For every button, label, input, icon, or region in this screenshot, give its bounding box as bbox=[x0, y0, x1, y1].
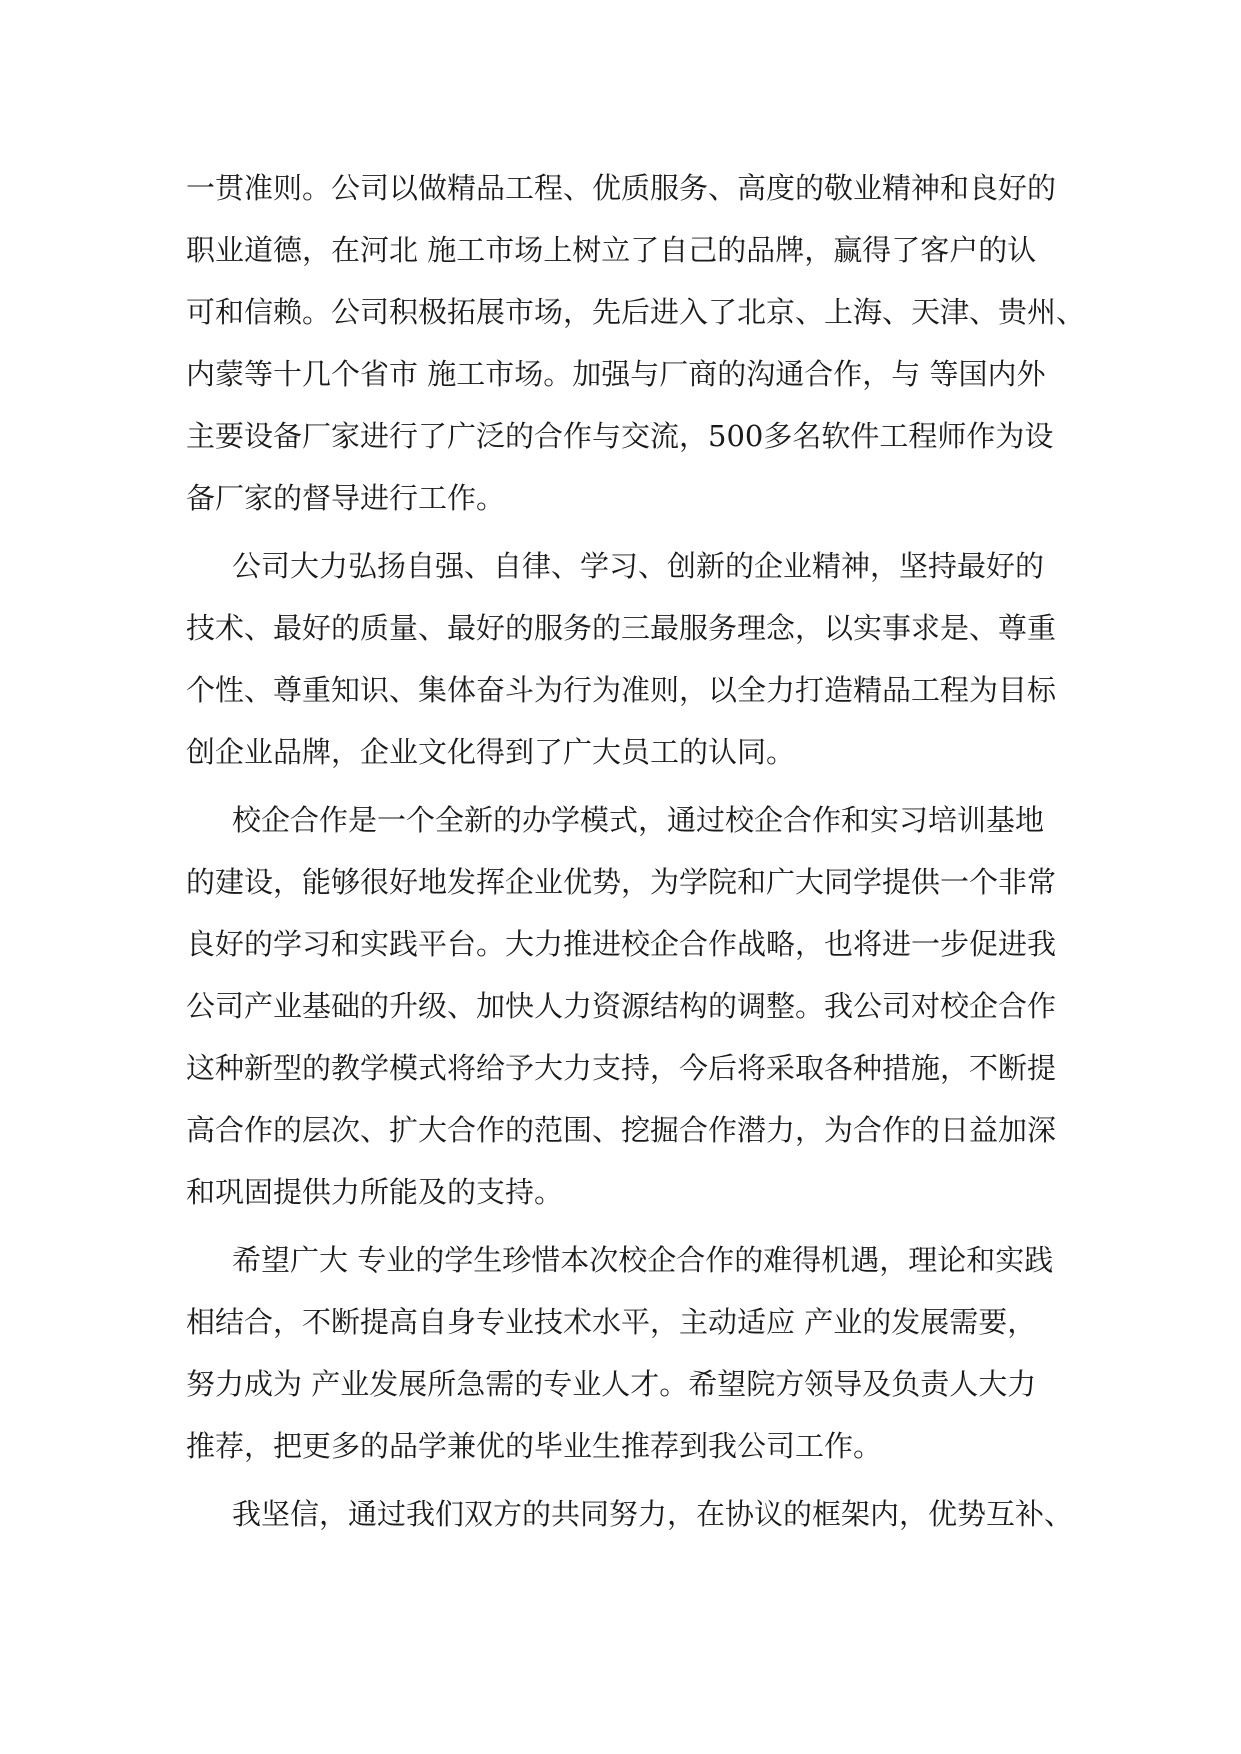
paragraph-2 bbox=[186, 535, 1066, 783]
text-line: 主要设备厂家进行了广泛的合作与交流，500多名软件工程师作为设 bbox=[186, 419, 1054, 453]
text-line: 这种新型的教学模式将给予大力支持，今后将采取各种措施，不断提 bbox=[186, 1051, 1057, 1085]
paragraph-3 bbox=[186, 789, 1066, 1223]
text-line: 职业道德，在河北 施工市场上树立了自己的品牌，赢得了客户的认 bbox=[186, 233, 1037, 267]
text-line: 努力成为 产业发展所急需的专业人才。希望院方领导及负责人大力 bbox=[186, 1367, 1037, 1401]
text-line: 校企合作是一个全新的办学模式，通过校企合作和实习培训基地 bbox=[232, 803, 1045, 837]
body-text bbox=[186, 157, 1086, 1545]
text-line: 内蒙等十几个省市 施工市场。加强与厂商的沟通合作，与 等国内外 bbox=[186, 357, 1046, 391]
text-line: 和巩固提供力所能及的支持。 bbox=[186, 1175, 564, 1209]
text-line: 的建设，能够很好地发挥企业优势，为学院和广大同学提供一个非常 bbox=[186, 865, 1057, 899]
text-line: 可和信赖。公司积极拓展市场，先后进入了北京、上海、天津、贵州、 bbox=[186, 295, 1086, 329]
text-line: 推荐，把更多的品学兼优的毕业生推荐到我公司工作。 bbox=[186, 1429, 883, 1463]
text-line: 创企业品牌，企业文化得到了广大员工的认同。 bbox=[186, 735, 796, 769]
text-line: 备厂家的督导进行工作。 bbox=[186, 481, 506, 515]
text-line: 公司大力弘扬自强、自律、学习、创新的企业精神，坚持最好的 bbox=[232, 549, 1045, 583]
text-line: 我坚信，通过我们双方的共同努力，在协议的框架内，优势互补、 bbox=[232, 1497, 1074, 1531]
paragraph-1 bbox=[186, 157, 1086, 529]
text-line: 相结合，不断提高自身专业技术水平，主动适应 产业的发展需要， bbox=[186, 1305, 1037, 1339]
text-line: 良好的学习和实践平台。大力推进校企合作战略，也将进一步促进我 bbox=[186, 927, 1057, 961]
paragraph-4 bbox=[186, 1229, 1066, 1477]
text-line: 公司产业基础的升级、加快人力资源结构的调整。我公司对校企合作 bbox=[186, 989, 1057, 1023]
text-line: 希望广大 专业的学生珍惜本次校企合作的难得机遇，理论和实践 bbox=[232, 1243, 1054, 1277]
paragraph-5 bbox=[186, 1483, 1074, 1545]
text-line: 技术、最好的质量、最好的服务的三最服务理念，以实事求是、尊重 bbox=[186, 611, 1057, 645]
text-line: 高合作的层次、扩大合作的范围、挖掘合作潜力，为合作的日益加深 bbox=[186, 1113, 1057, 1147]
text-line: 一贯准则。公司以做精品工程、优质服务、高度的敬业精神和良好的 bbox=[186, 171, 1057, 205]
text-line: 个性、尊重知识、集体奋斗为行为准则，以全力打造精品工程为目标 bbox=[186, 673, 1057, 707]
